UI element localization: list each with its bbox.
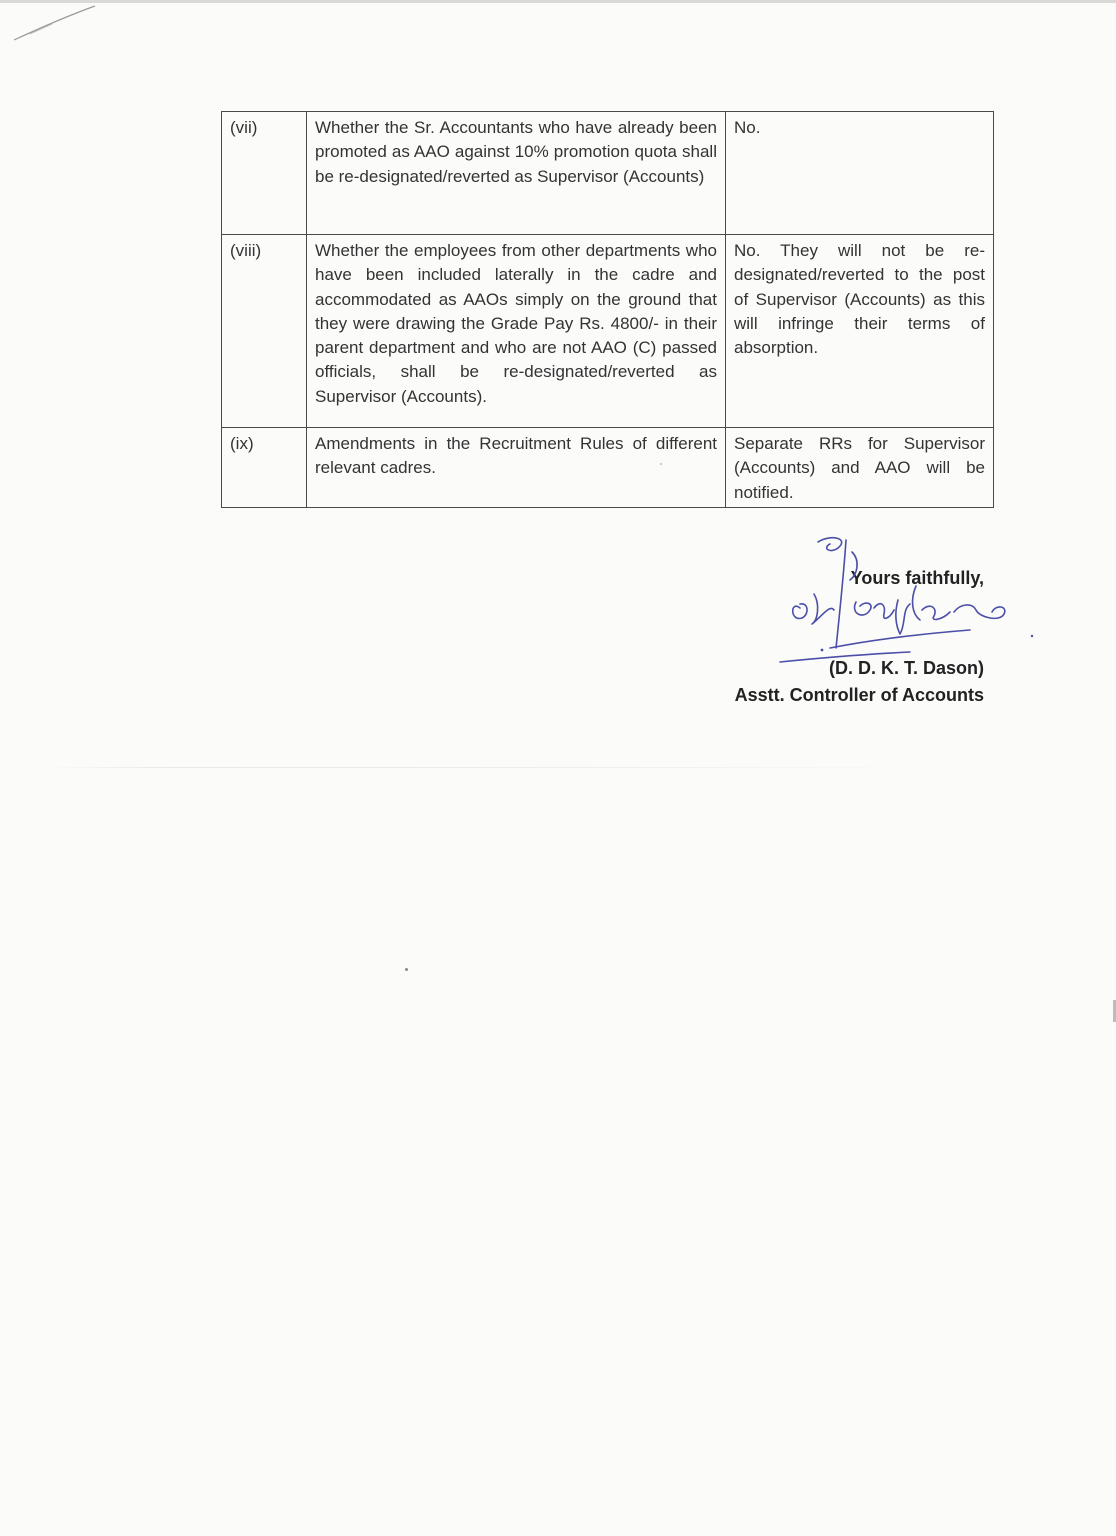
- decision-cell: No.: [726, 112, 994, 235]
- scan-speck: [405, 968, 408, 971]
- scan-artifact-line: [40, 767, 940, 768]
- signature-block: [700, 530, 1000, 720]
- signer-designation: Asstt. Controller of Accounts: [734, 685, 984, 705]
- table-row: [222, 235, 994, 428]
- row-number: (viii): [222, 235, 307, 428]
- closing-salutation: Yours faithfully,: [850, 568, 984, 588]
- scan-top-edge: [0, 0, 1116, 3]
- issue-cell: Whether the employees from other departments who have been included laterally in the cadre and accommodated as AAOs simply on the ground that they were drawing the Grade Pay Rs. 4800/- in their parent department and who are not AAO (C) passed officials, shall be re-designated/reverted as Supervisor (Accounts).: [307, 235, 726, 428]
- decision-cell: Separate RRs for Supervisor (Accounts) and AAO will be notified.: [726, 428, 994, 508]
- pencil-mark: [0, 0, 120, 60]
- signer-name: (D. D. K. T. Dason): [828, 658, 984, 678]
- clarification-table: [221, 111, 994, 508]
- decision-cell: No. They will not be re-designated/reverted to the post of Supervisor (Accounts) as this will infringe their terms of absorption.: [726, 235, 994, 428]
- table-row: [222, 112, 994, 235]
- row-number: (ix): [222, 428, 307, 508]
- scan-speck: [660, 463, 662, 465]
- issue-cell: Amendments in the Recruitment Rules of different relevant cadres.: [307, 428, 726, 508]
- issue-cell: Whether the Sr. Accountants who have already been promoted as AAO against 10% promotion quota shall be re-designated/reverted as Supervisor (Accounts): [307, 112, 726, 235]
- row-number: (vii): [222, 112, 307, 235]
- table-row: [222, 428, 994, 508]
